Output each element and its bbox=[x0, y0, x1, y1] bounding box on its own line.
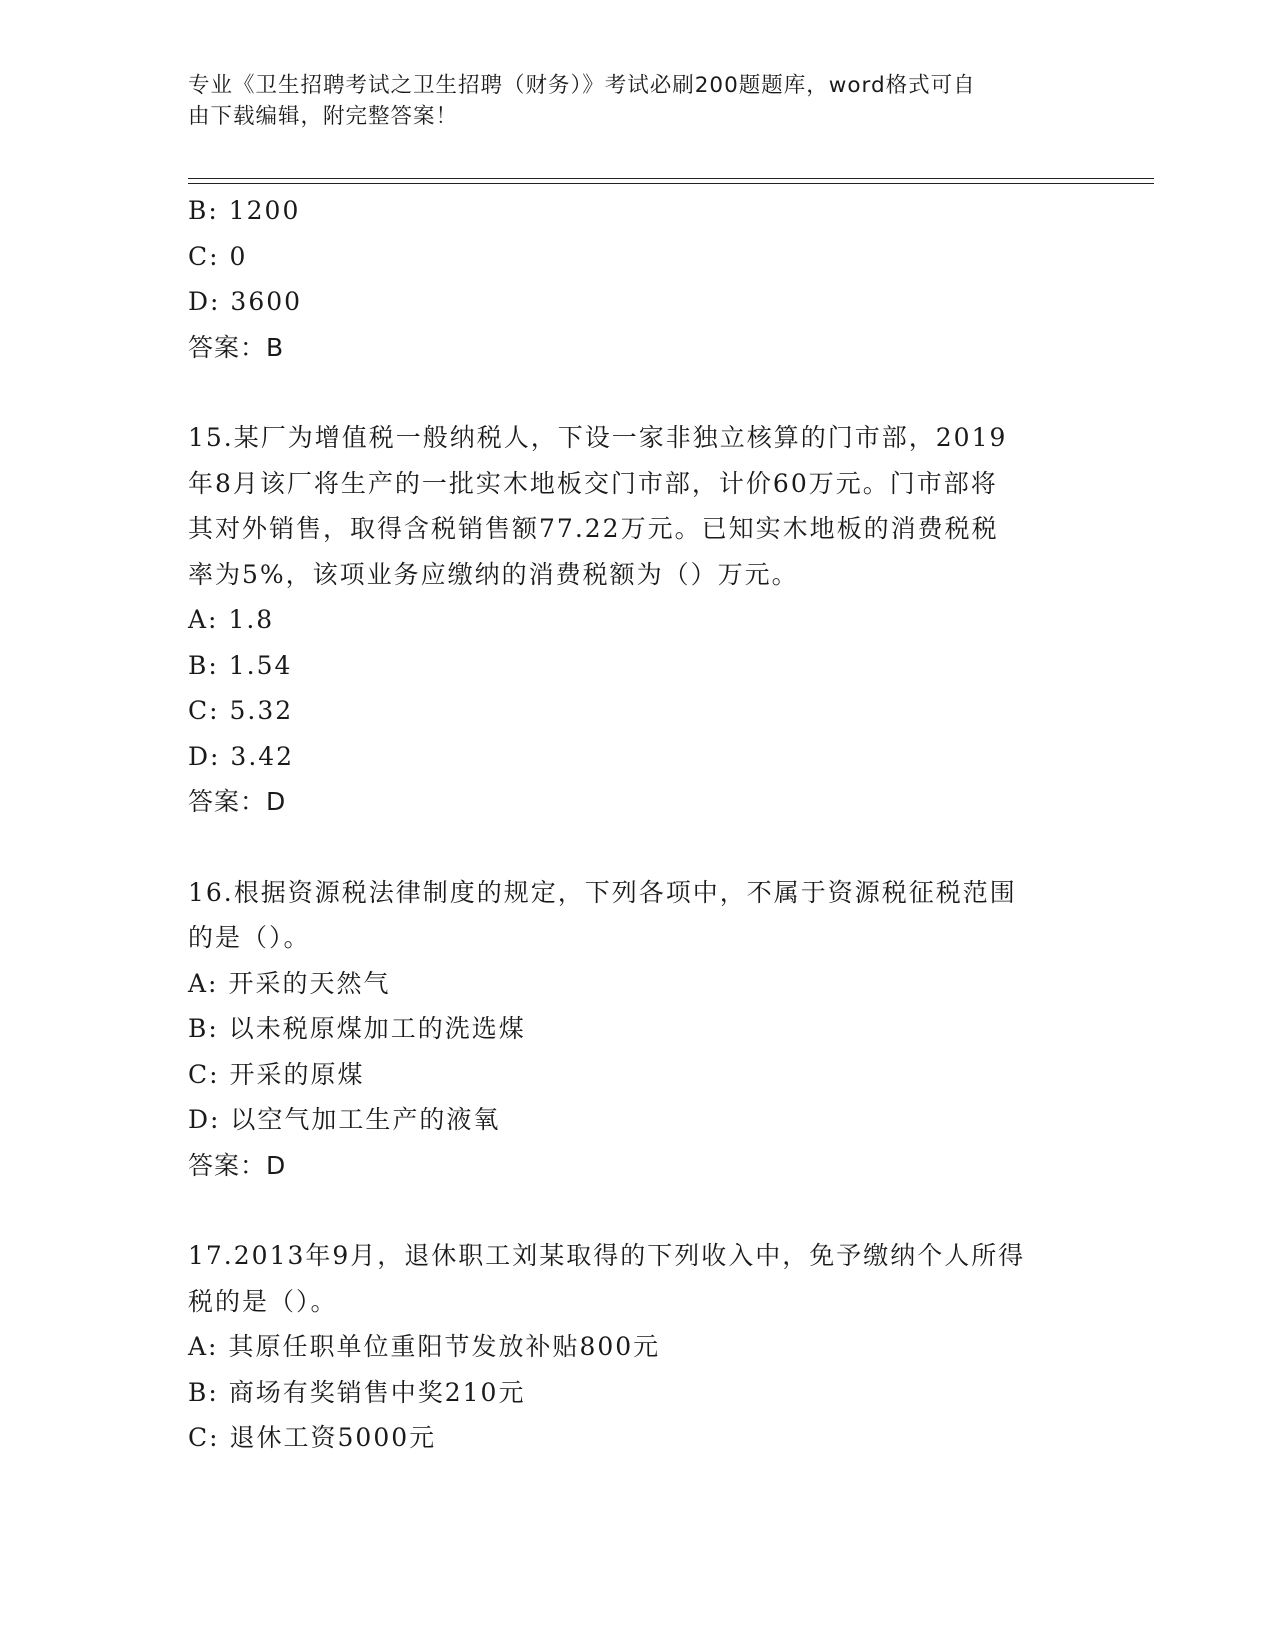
option-a: A: 其原任职单位重阳节发放补贴800元 bbox=[188, 1332, 661, 1361]
question-stem-line: 17.2013年9月，退休职工刘某取得的下列收入中，免予缴纳个人所得 bbox=[188, 1241, 1026, 1270]
question-stem-line: 率为5%，该项业务应缴纳的消费税额为（）万元。 bbox=[188, 559, 799, 589]
option-c: C: 5.32 bbox=[188, 696, 294, 725]
option-c: C: 退休工资5000元 bbox=[188, 1423, 437, 1452]
answer: 答案：D bbox=[188, 1150, 287, 1180]
header-line-1: 专业《卫生招聘考试之卫生招聘（财务）》考试必刷200题题库，word格式可自 bbox=[188, 73, 976, 98]
option-b: B: 1200 bbox=[188, 196, 301, 225]
question-stem-line: 税的是（）。 bbox=[188, 1286, 338, 1316]
question-14-tail bbox=[188, 188, 1088, 370]
header-line-2: 由下载编辑，附完整答案！ bbox=[188, 104, 459, 129]
question-17 bbox=[188, 1233, 1088, 1461]
answer: 答案：B bbox=[188, 332, 285, 362]
option-b: B: 商场有奖销售中奖210元 bbox=[188, 1377, 526, 1407]
question-stem-line: 其对外销售，取得含税销售额77.22万元。已知实木地板的消费税税 bbox=[188, 514, 999, 543]
question-15 bbox=[188, 415, 1088, 825]
option-b: B: 以未税原煤加工的洗选煤 bbox=[188, 1014, 526, 1043]
option-b: B: 1.54 bbox=[188, 650, 293, 680]
option-c: C: 开采的原煤 bbox=[188, 1059, 365, 1089]
header-divider bbox=[188, 178, 1154, 184]
question-list bbox=[188, 188, 1088, 1461]
option-d: D: 3600 bbox=[188, 287, 303, 316]
question-stem-line: 15.某厂为增值税一般纳税人，下设一家非独立核算的门市部，2019 bbox=[188, 423, 1008, 452]
option-a: A: 1.8 bbox=[188, 605, 275, 634]
answer: 答案：D bbox=[188, 787, 287, 816]
question-stem-line: 的是（）。 bbox=[188, 923, 311, 952]
option-d: D: 3.42 bbox=[188, 741, 295, 771]
question-stem-line: 16.根据资源税法律制度的规定，下列各项中，不属于资源税征税范围 bbox=[188, 877, 1017, 907]
document-header bbox=[188, 70, 1068, 132]
option-d: D: 以空气加工生产的液氧 bbox=[188, 1105, 501, 1134]
question-16 bbox=[188, 870, 1088, 1189]
option-c: C: 0 bbox=[188, 241, 248, 271]
option-a: A: 开采的天然气 bbox=[188, 968, 391, 998]
question-stem-line: 年8月该厂将生产的一批实木地板交门市部，计价60万元。门市部将 bbox=[188, 468, 998, 498]
